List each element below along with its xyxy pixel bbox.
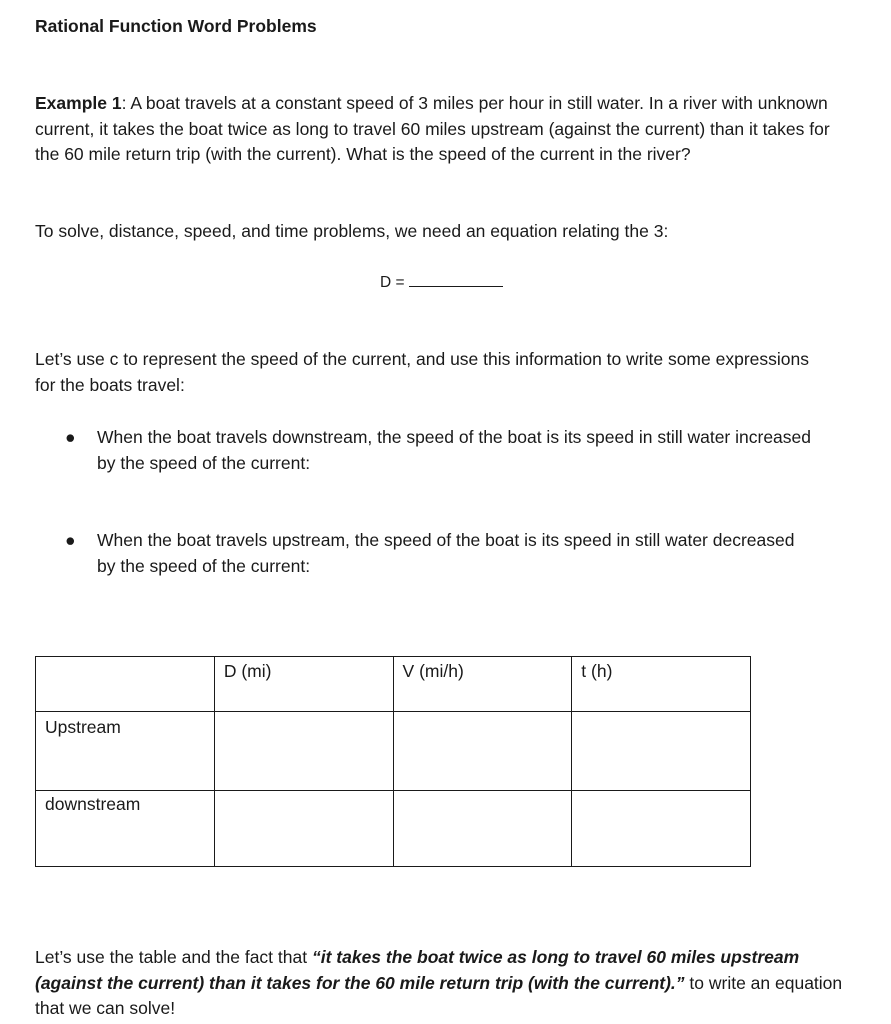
table-cell (393, 712, 572, 791)
bullet-dot-icon: ● (65, 427, 76, 447)
table-cell (572, 712, 751, 791)
formula-blank (409, 270, 503, 287)
dvt-table (35, 656, 751, 867)
table-header-cell (36, 657, 215, 712)
intro-text: To solve, distance, speed, and time problems, we need an equation relating the 3: (35, 221, 669, 241)
bullet-text: When the boat travels upstream, the speed of the boat is its speed in still water decreased by the speed of the current: (97, 530, 795, 576)
distance-formula (380, 270, 503, 296)
outro-after: to write an equation that we can solve! (35, 972, 843, 1018)
table-cell (214, 712, 393, 791)
table-cell (572, 791, 751, 867)
example-text: : A boat travels at a constant speed of 3 miles per hour in still water. In a river with unknown current, it takes the boat twice as long to travel 60 miles upstream (against the current) than it takes for the 60 mile return trip (with the current). What is the speed of the current in the river? (35, 93, 830, 164)
table-header-row (36, 657, 751, 712)
page-title: Rational Function Word Problems (35, 16, 317, 36)
variable-definition-text: Let’s use c to represent the speed of the current, and use this information to write some expressions for the boats travel: (35, 349, 809, 395)
outro-text (35, 945, 845, 1022)
table-header-cell: D (mi) (214, 657, 393, 712)
table-row-label: Upstream (36, 712, 215, 791)
bullet-dot-icon: ● (65, 530, 76, 550)
table-header-cell: t (h) (572, 657, 751, 712)
example-problem (35, 91, 835, 168)
table-cell (214, 791, 393, 867)
table-row-label: downstream (36, 791, 215, 867)
example-label: Example 1 (35, 93, 122, 113)
table-row (36, 791, 751, 867)
table-row (36, 712, 751, 791)
table-header-cell: V (mi/h) (393, 657, 572, 712)
formula-lhs: D = (380, 274, 405, 291)
table-cell (393, 791, 572, 867)
bullet-text: When the boat travels downstream, the speed of the boat is its speed in still water increased by the speed of the current: (97, 427, 811, 473)
outro-before: Let’s use the table and the fact that (35, 947, 312, 967)
outro-quote: “it takes the boat twice as long to travel 60 miles upstream (against the current) than it takes for the 60 mile return trip (with the current).” (35, 947, 800, 993)
